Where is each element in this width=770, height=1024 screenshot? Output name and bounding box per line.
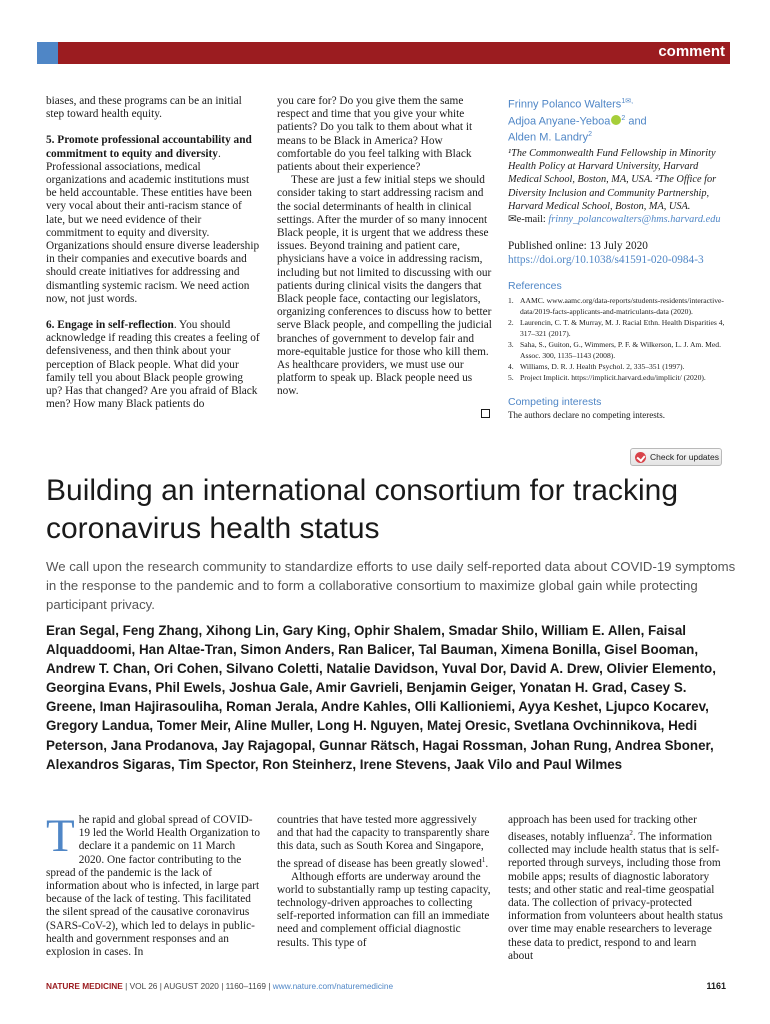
body-column-2 <box>277 814 492 950</box>
recommendation-heading: 6. Engage in self-reflection <box>46 319 174 332</box>
body-column-3 <box>508 814 723 976</box>
page-footer <box>46 981 726 995</box>
references-list <box>508 295 730 383</box>
checkmark-icon <box>635 452 646 463</box>
publication-info <box>508 240 730 267</box>
article-standfirst: We call upon the research community to standardize efforts to use daily self-reported data about COVID-19 symptoms in the response to the pandemic and to form a collaborative consortium to maximize global gain while protecting participant privacy. <box>46 559 736 612</box>
paragraph: These are just a few initial steps we should consider taking to start addressing racism and the social determinants of health in clinical settings. After the murder of so many innocent Black people, it is urgent that we address these issues. Beyond training and patient care, physicians have a voice in addressing racism, including but not limited to discussing with our patients during clinical visits the dangers that Black people face, contacting our legislators, organizing conferences to discuss how to better serve Black people, and compelling the judicial branches of government to develop fair and more-equitable justice for those who kill them. As healthcare providers, we must use our platform to speak up. Black people need us now. <box>277 174 492 398</box>
paragraph: Although efforts are underway around the world to substantially ramp up testing capacity, technology-driven approaches to collecting self-reported information can fill an immediate need and complement official diagnostic results. This type of <box>277 870 491 949</box>
journal-name: NATURE MEDICINE <box>46 981 123 991</box>
paragraph: 5. Promote professional accountability and commitment to equity and diversity. Professional associations, medical organizations and academic institutions must be held accountable. These entities have been very vocal about their anti-racism stance of late, but we need evidence of their commitment to equity and diversity. Organizations should ensure diverse leadership in their companies and executive boards and should create initiatives for addressing and dismantling systemic racism. We need action now, not just words. <box>46 134 260 305</box>
reference-item: 5. Project Implicit. https://implicit.harvard.edu/implicit/ (2020). <box>508 373 706 383</box>
section-label: comment <box>658 43 725 60</box>
email-link[interactable]: frinny_polancowalters@hms.harvard.edu <box>548 213 721 225</box>
orcid-icon[interactable] <box>611 115 621 125</box>
author-link[interactable]: Adjoa Anyane-Yeboa <box>508 115 611 128</box>
reference-item: 3. Saha, S., Guiton, G., Wimmers, P. F. & Wilkerson, L. J. Am. Med. Assoc. 300, 1135–1143 (2008). <box>508 340 722 361</box>
article-author-list: Eran Segal, Feng Zhang, Xihong Lin, Gary King, Ophir Shalem, Smadar Shilo, William E. Allen, Faisal Alquaddoomi, Han Altae-Tran, Simon Anders, Ran Balicer, Tal Bauman, Ximena Bonilla, Gisel Booman, Andrew T. Chan, Ori Cohen, Silvano Coletti, Natalie Davidson, Yuval Dor, David A. Drew, Olivier Elemento, Georgina Evans, Phil Ewels, Joshua Gale, Amir Gavrieli, Benjamin Geiger, Yonatan H. Grad, Casey S. Greene, Iman Hajirasouliha, Roman Jerala, Andre Kahles, Olli Kallioniemi, Ayya Keshet, Ljupco Kocarev, Gregory Landua, Tomer Meir, Aline Muller, Long H. Nguyen, Matej Oresic, Svetlana Ovchinnikova, Hedi Peterson, Jana Prodanova, Jay Rajagopal, Gunnar Rätsch, Hagai Rossman, Johan Rung, Andrea Sboner, Alexandros Sigaras, Tim Spector, Ron Steinherz, Irene Stevens, Jaak Vilo and Paul Wilmes <box>46 623 716 772</box>
email-icon: ✉e-mail: <box>508 213 549 225</box>
paragraph: you care for? Do you give them the same respect and time that you give your white patients? Do you talk to them about what it means to be Black in America? How comfortable do you feel talking with Black patients about their experience? <box>277 95 473 174</box>
reference-item: 2. Laurencin, C. T. & Murray, M. J. Racial Ethn. Health Disparities 4, 317–321 (2017). <box>508 318 725 339</box>
header-accent-block <box>37 42 58 64</box>
prev-article-column-1 <box>46 95 261 424</box>
check-for-updates-button[interactable] <box>630 448 722 466</box>
reference-item: 1. AAMC. www.aamc.org/data-reports/students-residents/interactive-data/2019-facts-applicants-and-matriculants-data (2020). <box>508 296 724 317</box>
competing-interests-heading: Competing interests <box>508 396 602 409</box>
check-for-updates-label: Check for updates <box>650 452 719 462</box>
article-title: Building an international consortium for tracking coronavirus health status <box>46 474 679 545</box>
body-column-1 <box>46 810 261 972</box>
journal-url-link[interactable]: www.nature.com/naturemedicine <box>272 981 394 991</box>
end-of-article-mark <box>481 409 490 418</box>
issue-details: | VOL 26 | AUGUST 2020 | 1160–1169 | <box>122 981 273 991</box>
prev-article-column-2 <box>277 95 492 399</box>
author-link[interactable]: Frinny Polanco Walters <box>508 98 622 111</box>
drop-cap: T <box>46 810 75 862</box>
affiliations: ¹The Commonwealth Fund Fellowship in Minority Health Policy at Harvard University, Harvard Medical School, Boston, MA, USA. ²The Office for Diversity Inclusion and Community Partnership, Harvard Medical School, Boston, MA, USA. ✉e-mail: frinny_polancowalters@hms.harvard.edu <box>508 147 721 225</box>
paragraph: 6. Engage in self-reflection. You should acknowledge if reading this creates a feeling of defensiveness, and then think about your perception of Black people. What did your family tell you about Black people growing up? Has that changed? Are you afraid of Black men? How many Black patients do <box>46 319 260 411</box>
header-band <box>58 42 730 64</box>
author-link[interactable]: Alden M. Landry <box>508 131 589 144</box>
author-info-column <box>508 95 730 420</box>
published-date: Published online: 13 July 2020 <box>508 240 648 253</box>
paragraph: biases, and these programs can be an initial step toward health equity. <box>46 95 242 121</box>
doi-link[interactable]: https://doi.org/10.1038/s41591-020-0984-3 <box>508 253 704 266</box>
paragraph: approach has been used for tracking other diseases, notably influenza$^2$. The information collected may include health status that is self-reported through surveys, including those from mobile apps; results of diagnostic laboratory tests; and other static and real-time geospatial data. The collection of privacy-protected information from volunteers about health status over time may enable researchers to leverage these data to predict, respond to and learn about <box>508 814 723 962</box>
reference-item: 4. Williams, D. R. J. Health Psychol. 2, 335–351 (1997). <box>508 362 685 372</box>
recommendation-heading: 5. Promote professional accountability and commitment to equity and diversity <box>46 134 252 160</box>
competing-interests-text: The authors declare no competing interests. <box>508 410 665 421</box>
citation-link[interactable]: 2 <box>629 829 633 838</box>
paragraph: The rapid and global spread of COVID-19 led the World Health Organization to declare it a pandemic on 11 March 2020. One factor contributing to the spread of the pandemic is the lack of information about who is infected, in large part because of the lack of testing. This facilitated the silent spread of the causative coronavirus (SARS-CoV-2), which led to delays in public-health and government responses and an explosion in cases. In <box>46 810 260 959</box>
citation-link[interactable]: 1 <box>481 855 486 864</box>
page-number: 1161 <box>706 981 726 991</box>
references-heading: References <box>508 280 562 293</box>
author-list-short: Frinny Polanco Walters$^{1✉,}$ Adjoa Anyane-Yeboa $^2$ and Alden M. Landry$^2$ <box>508 98 647 144</box>
paragraph: countries that have tested more aggressively and that had the capacity to transparently share this data, such as South Korea and Singapore, the spread of disease has been greatly slowed$^1$. <box>277 814 490 870</box>
